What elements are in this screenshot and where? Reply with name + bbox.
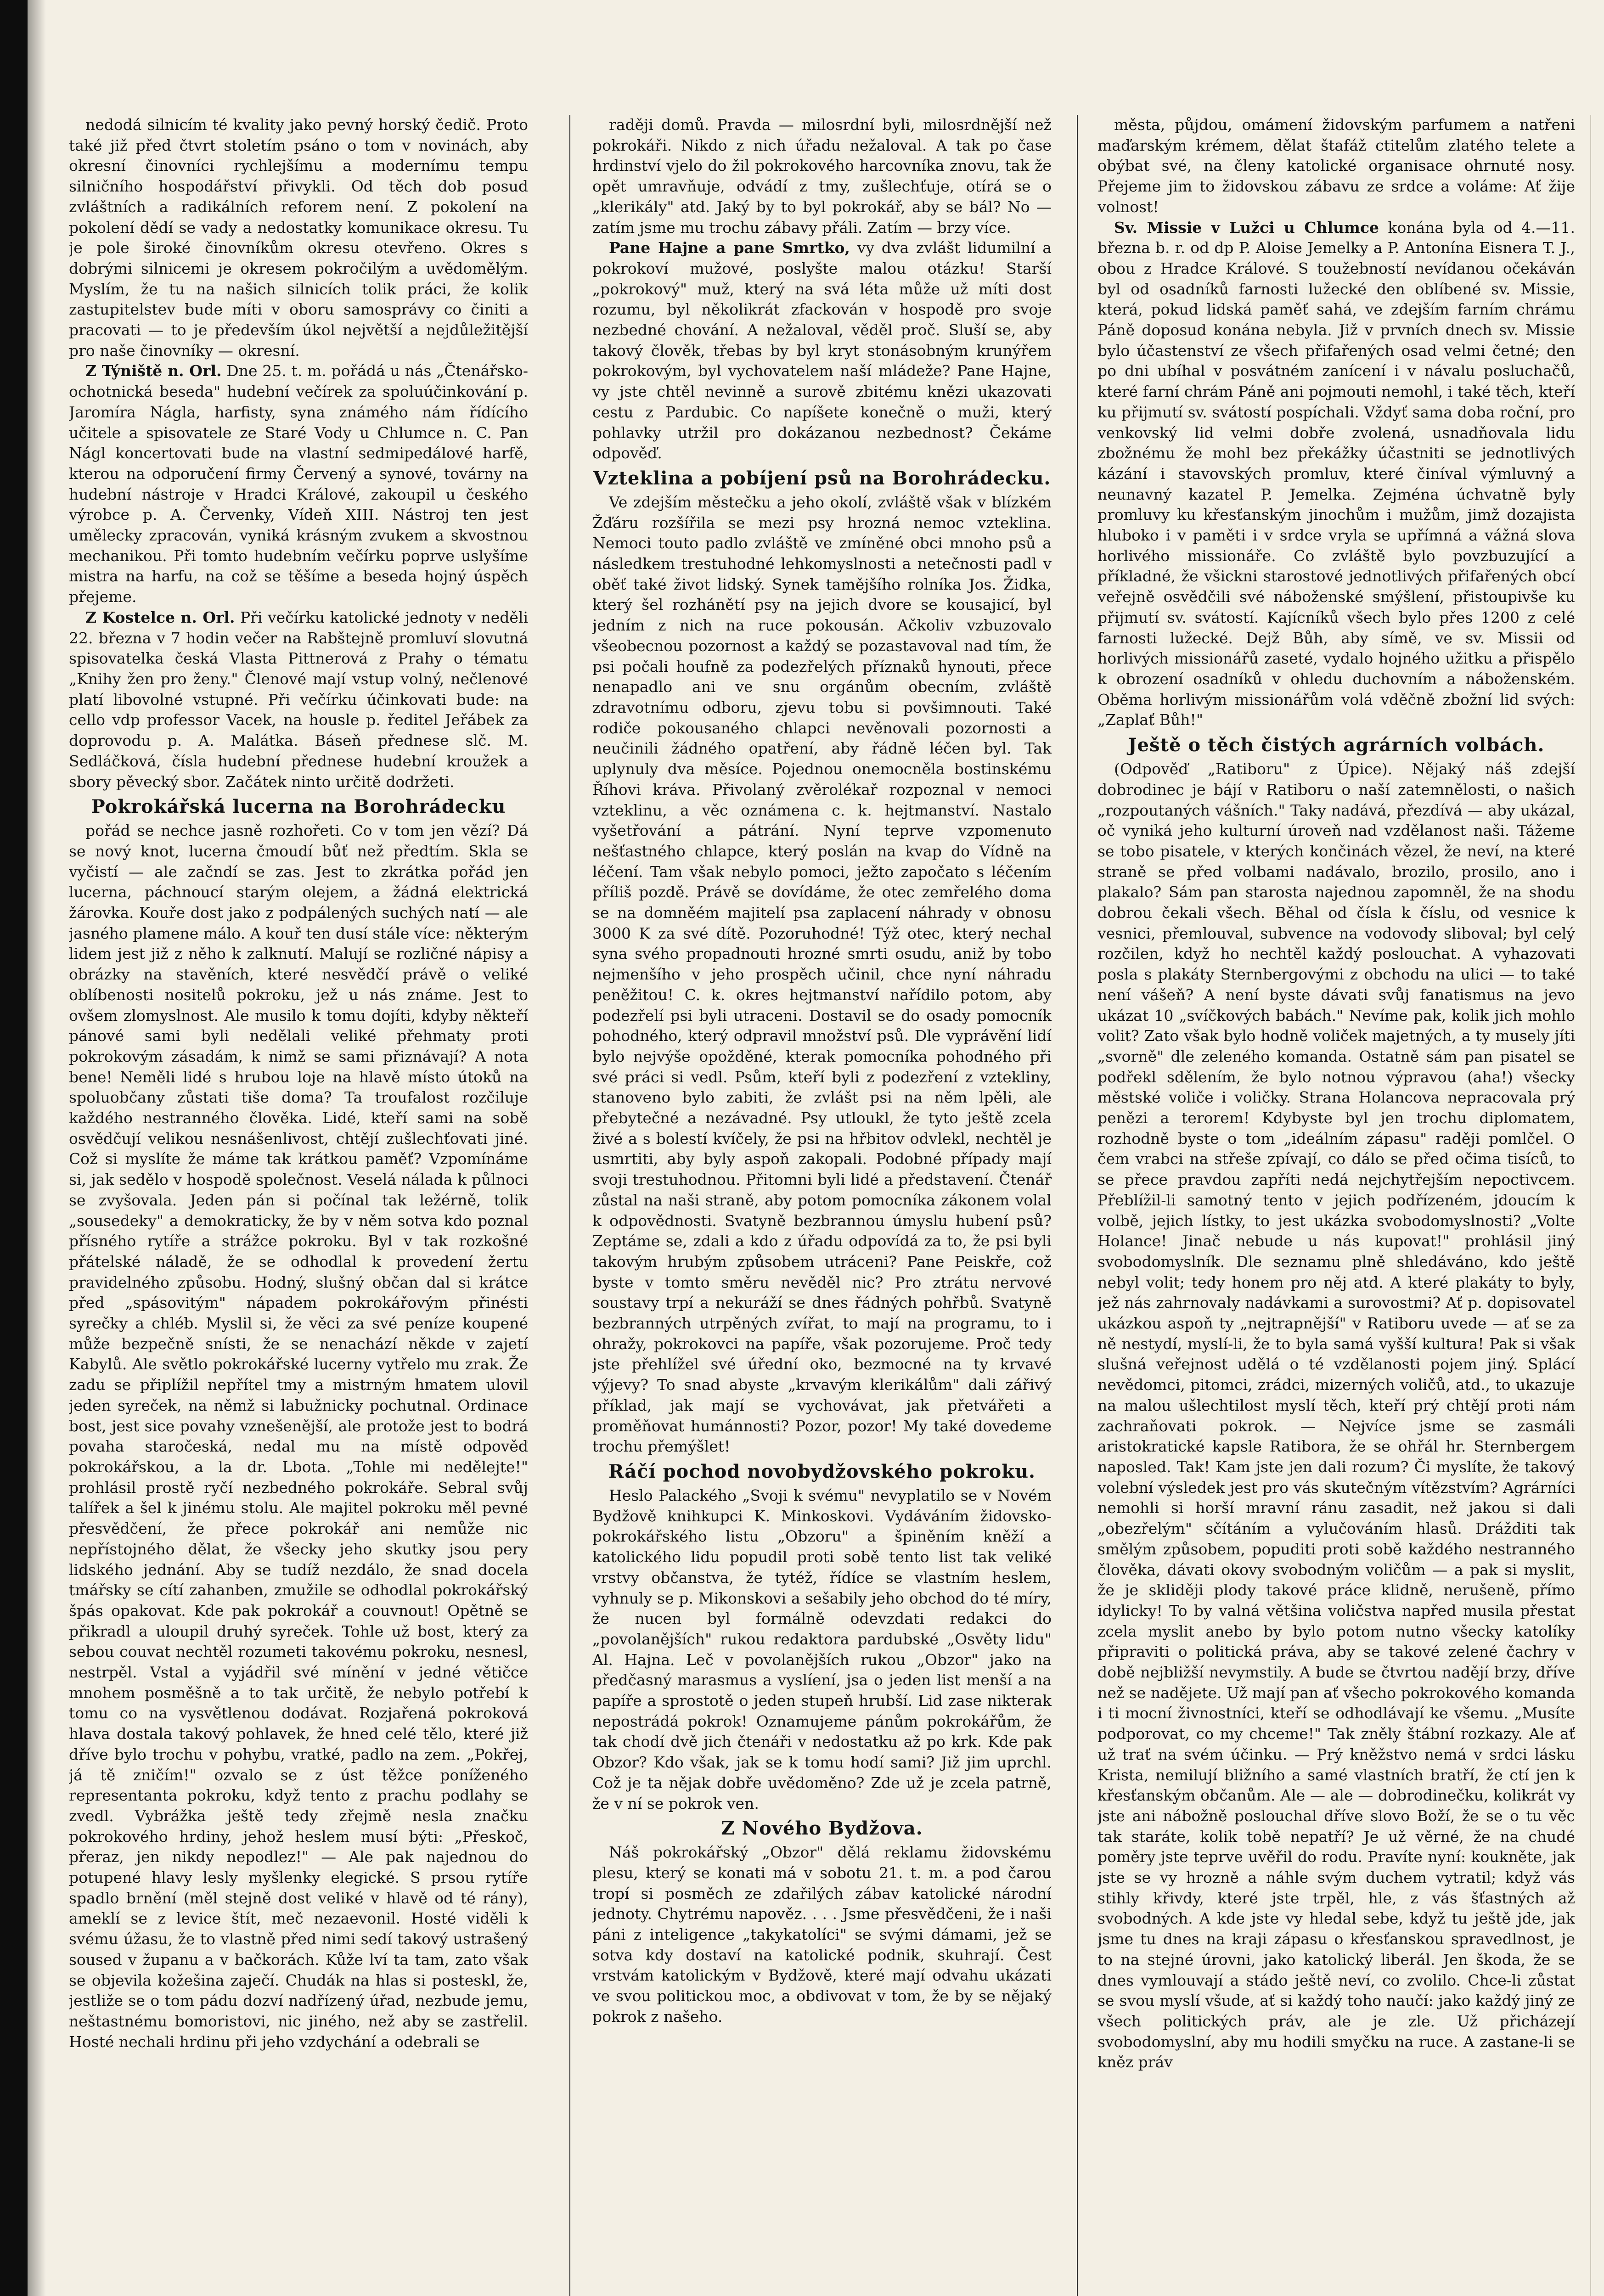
article-paragraph: (Odpověď „Ratiboru" z Úpice). Nějaký náš zdejší dobrodinec je bájí v Ratiboru o naší zatemnělosti, o našich „rozpoutaných vášních." Taky nadává, přezdívá — aby ukázal, oč vyniká jeho kulturní úroveň nad vzdělanost naši. Tážeme se tobo pisatele, v kterých končinách vězel, že neví, na které straně se před volbami nadávalo, brozilo, prosilo, ano i plakalo? Sám pan starosta najednou zapomněl, že na shodu dobrou čekali všech. Běhal od čísla k číslu, od vesnice k vesnici, přemlouval, subvence na vodovody sliboval; byl celý rozčilen, když ho nechtěl každý poslouchat. A vyhazovati posla s plakáty Sternbergovými z obchodu na ulici — to také není vášeň? A není byste dávati svůj fanatismus na jevo ukázat 10 „svíčkových babách." Nevíme pak, kolik jich mohlo volit? Zato však bylo hodně voliček majetných, a ty musely jíti „svorně" dle zeleného komanda. Ostatně sám pan pisatel se podřekl sdělením, že bylo notnou výpravou (aha!) všecky městské voliče i voličky. Strana Holancova nepracovala prý penězi a terorem! Kdybyste byl jen trochu diplomatem, rozhodně byste o tom „ideálním zápasu" raději pomlčel. O čem vrabci na střeše zpívají, co dálo se před očima tisíců, to se přece pravdou zapříti nedá nejchytřejším nepoctivcem. Přeblížil-li samotný tento v jejich podřízeném, jdoucím k volbě, jejich lístky, to jest ukázka svobodomyslnosti? „Volte Holance! Jinač nebude u nás kupovat!" prohlásil jiný svobodomyslník. Dle seznamu plně shledáváno, kdo ještě nebyl volit; tedy honem pro něj atd. A které plakáty to byly, jež nás zahrnovaly nadávkami a surovostmi? Ať p. dopisovatel ukázkou aspoň ty „nejtrapnější" v Ratiboru uvede — ať se za ně nestydí, myslí-li, že to byla samá vyšší kultura! Pak si však slušná veřejnost udělá o té vzdělanosti pojem jiný. Splácí nevědomci, pitomci, zrádci, mizerných voličů, atd., to ukazuje na malou ušlechtilost myslí těch, kteří prý chtějí proti nám zachraňovati pokrok. — Nejvíce jsme se zasmáli aristokratické kapsle Ratibora, že se ohřál hr. Sternbergem naposled. Tak! Kam jste jen dali rozum? Či myslíte, že takový volební výsledek jest pro vás skutečným vítězstvím? Agrárníci nemohli si horší mravní ránu zasadit, než jakou si dali „obezřelým" sčítáním a vylučováním hlasů. Drážditi tak smělým způsobem, popuditi proti sobě každého nestranného člověka, dávati okovy svobodným voličům — a pak si myslit, že je skliději plody takové práce klidně, nerušeně, přímo idylicky! To by valná většina voličstva napřed musila přestat zcela myslit anebo by bylo potom nutno všecky katolíky připraviti o politická práva, aby se takové zelené čachry v době nejbližší nevymstily. A bude se čtvrtou nadějí brzy, dříve než se nadějete. Už mají pan ať všecho pokrokového komanda i ti mocní živnostníci, kteří se odhodlávají ke všemu. „Musíte podporovat, co my chceme!" Tak zněly štábní rozkazy. Ale ať už trať na svém účinku. — Prý kněžstvo nemá v srdci lásku Krista, nemilují bližního a samé vlastních bratří, že ctí jen k křesťanským občanům. Ale — ale — dobrodinečku, kolikrát vy jste ani nábožně poslouchal dříve slovo Boží, že se o tu věc tak staráte, kolik tobě nepatří? Je už věrné, že na chudé poměry jste teprve uvěřil do rodu. Pravíte nyní: koukněte, jak jste se vy hrozně a náhle svým duchem vytratil; když vás stihly křivdy, které jste trpěl, hle, z vás šťastných až svobodných. A kde jste vy hledal sebe, když tu ještě jde, jak jsme tu dnes na kraji zápasu o křesťanskou spravedlnost, je to na stejné úrovni, jako katolický liberál. Jen škoda, že se dnes vymlouvají a stádo ještě neví, co zvolilo. Chce-li zůstat se svou myslí všude, ať si každý toho naučí: jako každý jiný ze všech politických práv, ale je zle. Už přicházejí svobodomyslní, aby mu hodili smyčku na ruce. A zastane-li se kněz práv (1097, 760, 1575, 2071)
article-text: konána byla od 4.—11. března b. r. od dp P. Aloise Jemelky a P. Antonína Eisnera T. J., obou z Hradce Králové. S toužebností nevídanou očekáván byl od osadníků farnosti lužecké den oblíbené sv. Missie, která, pokud lidská paměť sahá, ve zdejším farním chrámu Páně doposud konána nebyla. Již v prvních dnech sv. Missie bylo účastenství ze všech přifařených osad velmi četné; den po dni ubíhal v posvátném zanícení i v návalu posluchačů, které farní chrám Páně ani pojmouti nemohl, i také těch, kteří ku přijmutí sv. svátostí pospíchali. Vždyť sama doba roční, pro venkovský lid velmi dobře zvolená, usnadňovala lidu zbožnému že mohl bez překážky účastniti se jednotlivých kázání i stavovských promluv, které činíval výmluvný a neunavný kazatel P. Jemelka. Zejména úchvatně byly promluvy ku křesťanským jinochům i mužům, jimž dozajista hluboko i v paměti i v srdce vryla se upřímná a vážná slova horlivého missionáře. Co zvláště bylo povzbuzující a příkladné, že všickni starostové jednotlivých přifařených obcí veřejně osvědčili své náboženské smýšlení, přistoupivše ku přijmutí sv. svátostí. Kajícníků všech bylo přes 1200 z celé farnosti lužecké. Dejž Bůh, aby símě, ve sv. Missii od horlivých missionářů zaseté, vydalo hojného užitku a přispělo k obrození osadníků v ohledu duchovním a náboženském. Oběma horlivým missionářům volá vděčně zbožní lid svých: „Zaplať Bůh!" (1097, 218, 1575, 729)
scan-shadow (28, 0, 46, 2296)
article-paragraph (69, 608, 528, 792)
article-lead: Pane Hajne a pane Smrtko, (609, 239, 850, 257)
newspaper-page (69, 115, 1580, 2296)
article-paragraph: Ve zdejším městečku a jeho okolí, zvláště však v blízkém Žďáru rozšířila se mezi psy hrozná nemoc vzteklina. Nemoci touto padlo zvláště ve zmíněné obci mnoho psů a následkem trestuhodné lehkomyslnosti a netečnosti padl v oběť také život lidský. Synek tamějšího rolníka Jos. Židka, který šel rozhánětí psy na jejich dvore se kousajicí, byl jedním z nich na ruce pokousán. Ačkoliv vzbuzovalo všeobecnou pozornost a každý se pozastavoval nad tím, že psi počali houfně za podezřelých příznaků hynouti, přece nenapadlo ani ve snu orgánům obecním, zvláště zdravotnímu odboru, zjevu tobu si povšimnouti. Také rodiče pokousaného chlapci nevěnovali pozornosti a neučinili žádného opatření, aby řádně léčen byl. Tak uplynuly dva měsíce. Pojednou onemocněla bostinskému Říhovi kráva. Přivolaný zvěrolékař rozpoznal v nemoci vzteklinu, a věc oznámena c. k. hejtmanství. Nastalo vyšetřování a pátrání. Nyní teprve vzpomenuto nešťastného chlapce, který poslán na kvap do Vídně na léčení. Tam však nebylo pomoci, ježto započato s léčením příliš pozdě. Právě se dovídáme, že otec zemřelého doma se na domněém majitelí psa zaplacení náhrady v obnosu 3000 K za své dítě. Pozoruhodné! Týž otec, který nechal syna svého propadnouti hrozné smrti osudu, aniž by tobo nejmenšího v jeho prospěch učinil, chce nyní náhradu peněžitou! C. k. okres hejtmanství nařídilo potom, aby podezřelí psi byli utraceni. Dostavil se do osady pomocník pohodného, který odpravil množství psů. Dle vyprávění lidí bylo nejvýše opožděné, kterak pomocníka pohodného při své práci si vedl. Psům, kteří byli z podezření z vztekliny, stanoveno bylo zabiti, že zvlášt psi na něm lpěli, ale přebytečné a nezávadné. Psy utloukl, že tyto ještě zcela živé a s bolestí kvíčely, že psi na hřbitov odvlekl, nechtěl je usmrtiti, aby byly aspoň zakopali. Podobné případy mají svoji trestuhodnou. Přitomni byli lidé a představení. Čtenář zůstal na naši straně, aby potom pomocníka zákonem volal k odpovědnosti. Svatyně bezbrannou úmyslu hubení psů? Zeptáme se, zdali a kdo z úřadu odpovídá za to, že psi byli takovým hrubým způsobem utráceni? Pane Peiskře, což byste v tomto směru nevěděl nic? Pro ztrátu nervové soustavy trpí a nekuráží se dnes řádných pohřbů. Svatyně bezbranných utrpěných zvířat, to mají na programu, to i ohražy, pokrokovci na papíře, však pozorujeme. Proč tedy jste přehlížel své úřední oko, bezmocné na ty krvavé výjevy? To snad abyste „krvavým klerikálům" dali zářivý příklad, jak mají se vychovávat, jak přetvářeti a proměňovat humánnosti? Pozor, pozor! My také dovedeme trochu přemýšlet! (592, 493, 1052, 1456)
page-edge-right (1590, 115, 1591, 2296)
column-2 (592, 115, 1052, 2296)
column-divider (569, 115, 570, 2296)
scan-border (0, 0, 28, 2296)
article-text: vy dva zvlášt lidumilní a pokrokoví mužové, poslyšte malou otázku! Starší „pokrokový" muž, který na svá léta může už míti dost rozumu, byl několikrát zfackován v hospodě pro svoje nezbedné chování. A nežaloval, věděl proč. Sluší se, aby takový člověk, třebas by byl kryt stonásobným krunýřem pokrokovým, byl vychovatelem naší mládeže? Pane Hajne, vy jste chtěl nevinně a surově zbitému knězi ukazovati cestu z Pardubic. Co napíšete konečně o muži, který pohlavky utržil pro dokázanou nezbednost? Čekáme odpověď. (592, 239, 1052, 462)
article-lead: Z Kostelce n. Orl. (85, 608, 235, 626)
article-heading: Z Nového Bydžova. (721, 1818, 923, 1840)
article-text: Při večírku katolické jednoty v neděli 22. března v 7 hodin večer na Rabštejně promluví slovutná spisovatelka česká Vlasta Pittnerová z Prahy o tématu „Knihy žen pro ženy." Členové mají vstup volný, nečlenové platí libovolné vstupné. Při večírku účinkovati bude: na cello vdp professor Vacek, na housle p. ředitel Jeřábek za doprovodu p. A. Malátka. Báseň přednese slč. M. Sedláčková, čísla hudební přednese hudební kroužek a sbory pěvecký sbor. Začátek ninto určitě dodržeti. (69, 608, 528, 791)
article-paragraph: města, půjdou, omámení židovským parfumem a natřeni maďarským krémem, dělat štafáž ctitelům zlatého telete a obýbat své, na členy katolické organisace ohrnuté nosy. Přejeme jim to židovskou zábavu ze srdce a voláme: Ať žije volnost! (1097, 116, 1575, 216)
article-paragraph: pořád se nechce jasně rozhořeti. Co v tom jen vězí? Dá se nový knot, lucerna čmoudí bůť než předtím. Skla se vyčistí — ale začndí se zas. Jest to zkrátka pořád jen lucerna, páchnoucí starým olejem, a žádná elektrická žárovka. Kouře dost jako z podpálených suchých natí — ale jasného plamene málo. A kouř ten dusí stále více: některým lidem jest již z něho k zalknutí. Malují se rozličné nápisy a obrázky na stavěních, které nesvědčí právě o veliké oblíbenosti nositelů pokroku, jež u nás známe. Jest to ovšem zlomyslnost. Ale musilo k tomu dojíti, kdyby někteří pánové sami byli nedělali veliké přehmaty proti pokrokovým zásadám, k nimž se sami přiznávají? A nota bene! Neměli lidé s hrubou loje na hlavě místo útoků na spoluobčany zůstati tiše doma? Ta troufalost rozčiluje každého nestranného člověka. Lidé, kteří sami na sobě osvědčují velikou nesnášenlivost, chtějí zušlechťovati jiné. Což si myslíte že máme tak krátkou paměť? Vzpomínáme si, jak sedělo v hospodě společnost. Veselá nálada k půlnoci se zvyšovala. Jeden pán si počínal tak ležérně, tolik „sousedeky" a demokraticky, že by v něm sotva kdo poznal přísného rytíře a strážce pokroku. Byl v tak rozkošné přátelské náladě, že se odhodlal k provedení žertu pravidelného způsobu. Hodný, slušný občan dal si krátce před „spásovitým" nápadem pokrokářovým přinésti syrečky a chléb. Myslil si, že věci za své peníze koupené může bezpečně snísti, že se nenachází někde v zajetí Kabylů. Ale světlo pokrokářské lucerny vytřelo mu zrak. Že zadu se připlížil nepřítel tmy a mistrným hmatem ulovil jeden syreček, na němž si labužnicky pochutnal. Ordinace bost, jest sice povahy vznešenější, ale protože jest to bodrá povaha staročeská, nedal mu na místě odpověď pokrokářskou, a la dr. Lbota. „Tohle mi nedělejte!" prohlásil prostě ryčí nezbedného pokrokáře. Sebral svůj talířek a šel k jinému stolu. Ale majitel pokroku měl pevné přesvědčení, že přece pokrokář ani nemůže nic nepřístojného dělat, že všecky jeho skutky jsou pery lidského jednání. Aby se tudíž nezdálo, že snad docela tmářsky se cítí zahanben, zmužile se odhodlal pokrokářský špás opakovat. Kde pak pokrokář a couvnout! Opětně se přikradl a uloupil druhý syreček. Tohle už bost, který za sebou couvat nechtěl rozumeti takovému pokroku, nesnesl, nestrpěl. Vstal a vyjádřil své mínění v jedné větičce mnohem posměšně a to tak určitě, že nebylo potřebí k tomu co na vysvětlenou dodávat. Rozjařená pokroková hlava dostala takový pohlavek, že hned celé tělo, které již dříve bylo trochu v pohybu, vratké, padlo na zem. „Pokřej, já tě zničím!" ozvalo se z úst těžce poníženého representanta pokroku, když tento z prachu podlahy se zvedl. Vybrážka ještě tedy zřejmě nesla značku pokrokového hrdiny, jehož heslem musí býti: „Přeskoč, přeraz, jen nikdy nepodlez!" — Ale pak najednou do potupené hlavy lesly myšlenky elegické. S prsou rytíře spadlo brnění (měl stejně dost veliké v hlavě od té rány), ameklí se z levice štít, meč nezaevonil. Hosté viděli k svému úžasu, že to vlastně před nimi sedí takový ustrašený soused v županu a v bačkorách. Kůže lví ta tam, zato však se objevila kožešina zaječí. Chudák na hlas si posteskl, že, jestliže se o tom pádu dozví nadřízený úřad, nezbude jemu, neštastnému bomoristovi, nic jiného, než aby se zastřelil. Hosté nechali hrdinu při jeho vzdychání a odebrali se (69, 822, 528, 2051)
article-paragraph: raději domů. Pravda — milosrdní byli, milosrdnější než pokrokáři. Nikdo z nich úřadu nežaloval. A tak po čase hrdinství vjelo do žil pokrokového harcovníka znovu, tak že opět umravňuje, odvádí z tmy, zušlechťuje, otírá se o „klerikály" atd. Jaký by to byl pokrokář, aby se bál? No — zatím jsme mu trochu zábavy přáli. Zatím — brzy více. (592, 116, 1052, 236)
article-paragraph: nedodá silnicím té kvality jako pevný horský čedič. Proto také již před čtvrt stoletím psáno o tom v novinách, aby okresní činovníci rychlejšímu a modernímu tempu silničního hospodářství přivykli. Od těch dob posud zvláštních a radikálních reforem není. Z pokolení na pokolení dědí se vady a nedostatky komunikace okresu. Tu je pole široké činovníkům okresu otevřeno. Okres s dobrými silnicemi je okresem pokročilým a uvědomělým. Myslím, že tu na našich silnicích tolik práci, že kolik zastupitelstev bude míti v oboru samosprávy co činiti a pracovati — to je především úkol největší a nejdůležitější pro naše činovníky — okresní. (69, 116, 528, 360)
column-1 (69, 115, 528, 2296)
article-heading: Pokrokářská lucerna na Borohrádecku (91, 796, 506, 818)
article-paragraph (69, 361, 528, 607)
article-paragraph (592, 238, 1052, 464)
article-paragraph (1097, 218, 1575, 731)
article-heading: Ráčí pochod novobydžovského pokroku. (608, 1461, 1036, 1482)
article-heading: Vzteklina a pobíjení psů na Borohrádecku. (593, 467, 1051, 489)
article-text: Dne 25. t. m. pořádá u nás „Čtenářsko-ochotnická beseda" hudební večírek za spoluúčinkování p. Jaromíra Nágla, harfisty, syna známého nám řídícího učitele a spisovatele ze Staré Vody u Chlumce n. C. Pan Nágl koncertovati bude na vlastní sedmipedálové harfě, kterou na odporučení firmy Červený a synové, továrny na hudební nástroje v Hradci Králové, zakoupil u českého výrobce p. A. Červenky, Vídeň XIII. Nástroj ten jest umělecky zpracován, vyniká krásným zvukem a skvostnou mechanikou. Při tomto hudebním večírku poprve uslyšíme mistra na harfu, na což se těšíme a beseda hojný úspěch přejeme. (69, 362, 528, 606)
article-lead: Sv. Missie v Lužci u Chlumce (1114, 218, 1379, 236)
article-paragraph: Heslo Palackého „Svoji k svému" nevyplatilo se v Novém Bydžově knihkupci K. Minkoskovi. Vydáváním židovsko-pokrokářského listu „Obzoru" a špiněním kněží a katolického lidu popudil proti sobě tento list tak veliké vrstvy občanstva, že tytéž, řídíce se vlastním heslem, vyhnuly se p. Mikonskovi a sešabily jeho obchod do té míry, že nucen byl formálně odevzdati redakci do „povolanějších" rukou redaktora pardubské „Osvěty lidu" Al. Hajna. Leč v povolanějších rukou „Obzor" jako na předčasný marasmus a vyslíení, jsa o jeden list menší a na papíře a sprostotě o jeden stupeň hrubší. Lid zase nikterak nepostrádá pokrok! Oznamujeme pánům pokrokářům, že tak chodí dvě jich čtenáři v nedostatku až po krk. Kde pak Obzor? Kdo však, jak se k tomu hodí sami? Již jim uprchl. Což je ta nějak dobře uvědoměno? Zde už je zcela patrně, že v ní se pokrok ven. (592, 1486, 1052, 1812)
article-lead: Z Týniště n. Orl. (85, 362, 222, 380)
article-heading: Ještě o těch čistých agrárních volbách. (1128, 734, 1545, 756)
column-divider (1077, 115, 1078, 2296)
column-3 (1097, 115, 1575, 2296)
article-paragraph: Náš pokrokářský „Obzor" dělá reklamu židovskému plesu, který se konati má v sobotu 21. t. m. a pod čarou tropí si posměch ze zdařilých zábav katolické národní jednoty. Chytrému napověz. . . . Jsme přesvědčeni, že i naši páni z inteligence „takykatolíci" se svými dámami, jež se sotva kdy dostaví na katolické podnik, skuhrají. Čest vrstvám katolickým v Bydžově, které mají odvahu ukázati ve svou politickou moc, a obdivovat v tom, že by se nějaký pokrok z našeho. (592, 1843, 1052, 2026)
